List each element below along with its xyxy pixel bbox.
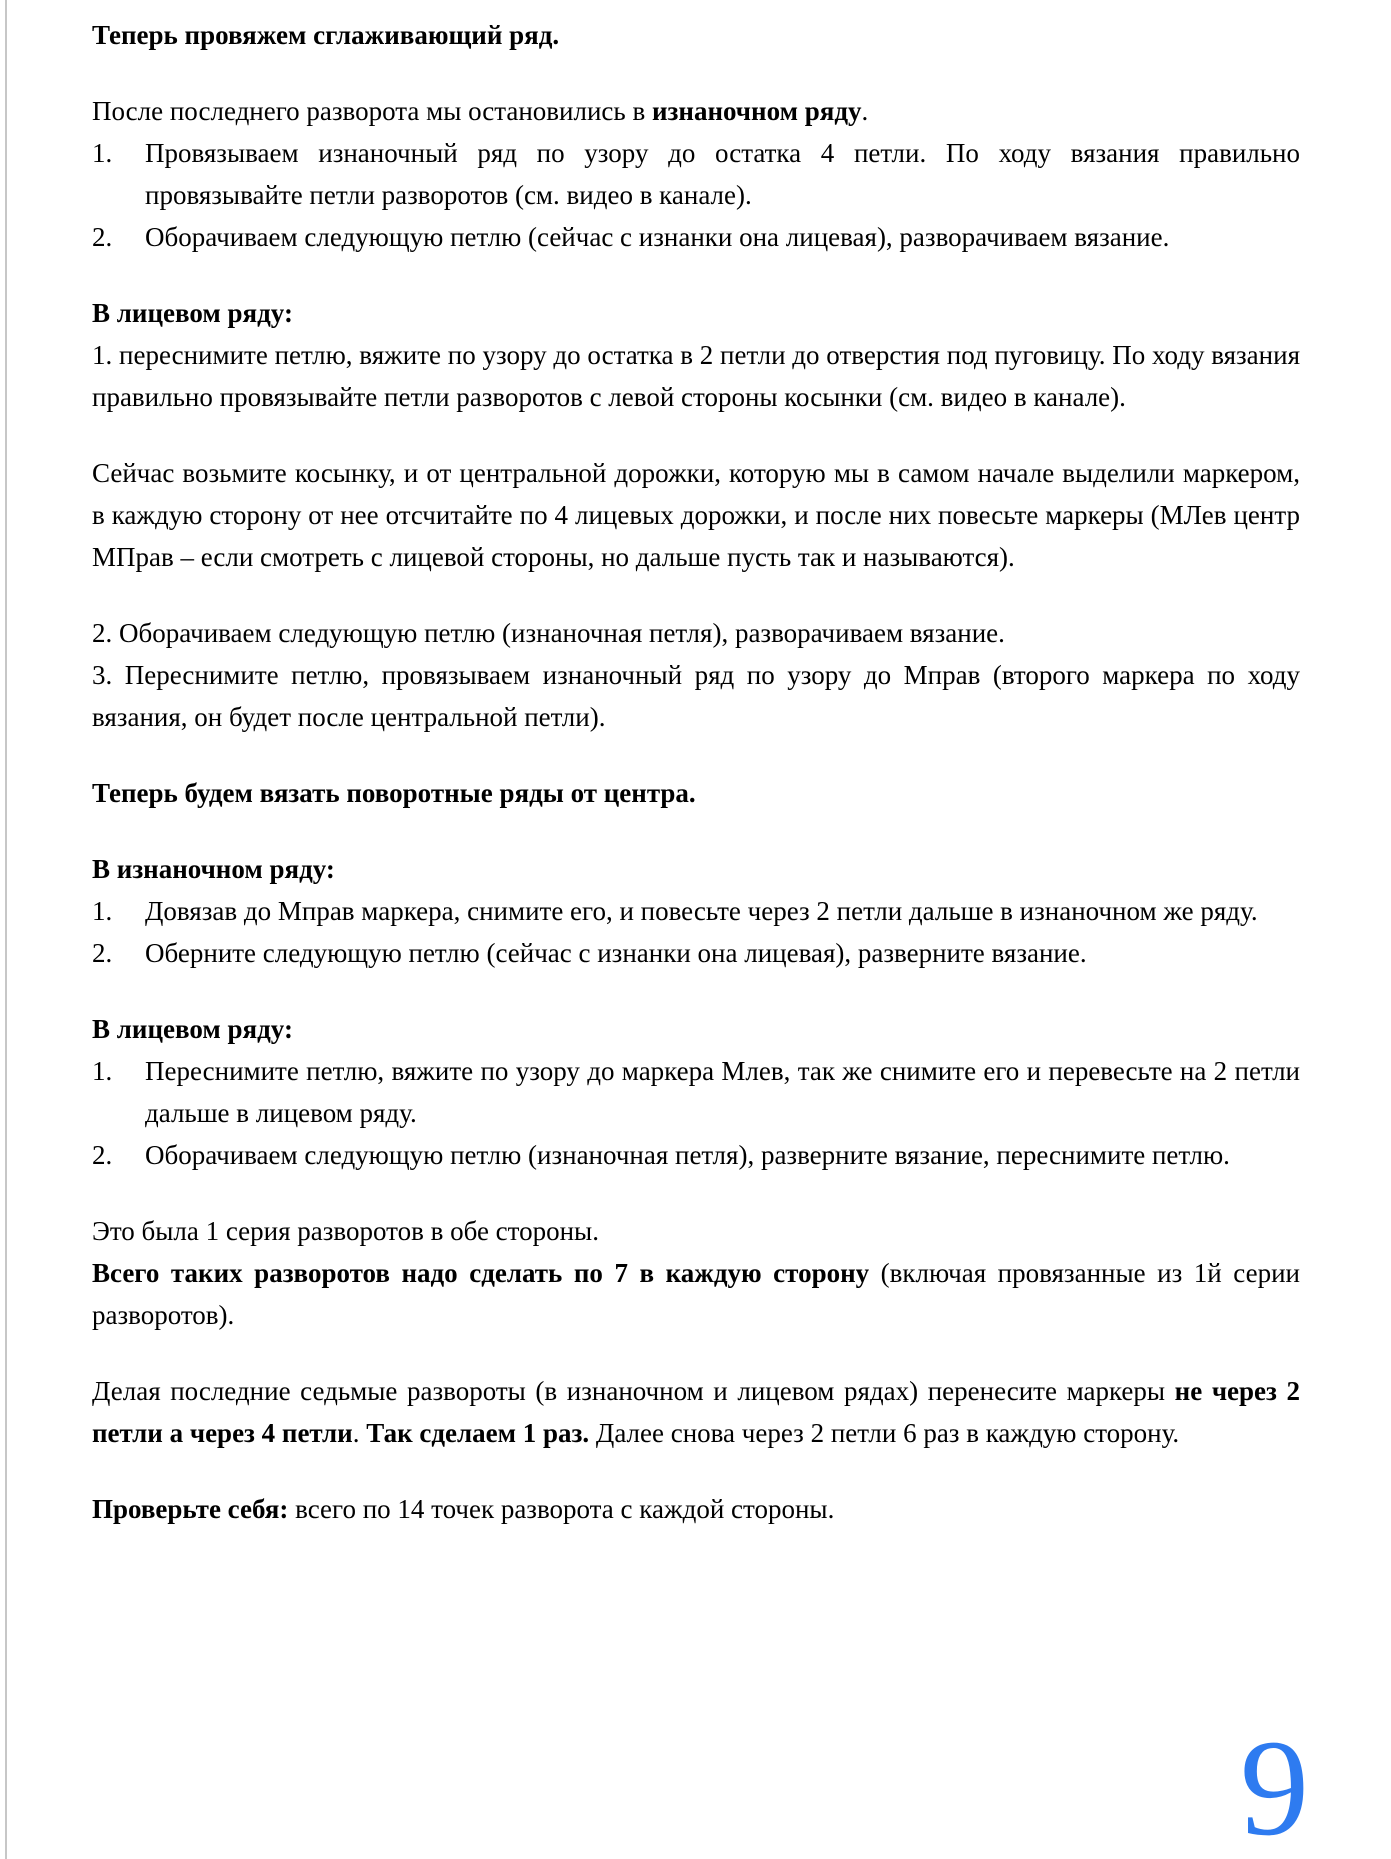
numbered-item xyxy=(92,1134,1300,1176)
paragraph: 3. Переснимите петлю, провязываем изнаночный ряд по узору до Мправ (второго маркера по ходу вязания, он будет после центральной петли). xyxy=(92,660,1300,732)
numbered-item xyxy=(92,890,1300,932)
page-number: 9 xyxy=(1240,1711,1309,1859)
list-item-text: Оборачиваем следующую петлю (сейчас с изнанки она лицевая), разворачиваем вязание. xyxy=(145,222,1170,252)
list-item-text: Провязываем изнаночный ряд по узору до остатка 4 петли. По ходу вязания правильно провязывайте петли разворотов (см. видео в канале). xyxy=(145,138,1300,210)
document-body xyxy=(92,14,1300,1530)
paragraph: 1. переснимите петлю, вяжите по узору до остатка в 2 петли до отверстия под пуговицу. По ходу вязания правильно провязывайте петли разворотов с левой стороны косынки (см. видео в канале). xyxy=(92,340,1300,412)
numbered-item xyxy=(92,932,1300,974)
paragraph: Делая последние седьмые развороты (в изнаночном и лицевом рядах) перенесите маркеры не через 2 петли а через 4 петли. Так сделаем 1 раз. Далее снова через 2 петли 6 раз в каждую сторону. xyxy=(92,1376,1300,1448)
list-number: 1. xyxy=(92,1056,113,1086)
list-number: 1. xyxy=(92,138,113,168)
list-number: 1. xyxy=(92,896,113,926)
list-item-text: Оберните следующую петлю (сейчас с изнанки она лицевая), разверните вязание. xyxy=(145,938,1087,968)
paragraph: Это была 1 серия разворотов в обе стороны. xyxy=(92,1216,599,1246)
list-item-text: Оборачиваем следующую петлю (изнаночная петля), разверните вязание, переснимите петлю. xyxy=(145,1140,1230,1170)
section-heading: В лицевом ряду: xyxy=(92,298,293,328)
paragraph: Проверьте себя: всего по 14 точек разворота с каждой стороны. xyxy=(92,1494,835,1524)
section-heading: Теперь провяжем сглаживающий ряд. xyxy=(92,20,560,50)
section-heading: Теперь будем вязать поворотные ряды от центра. xyxy=(92,778,696,808)
numbered-item xyxy=(92,1050,1300,1134)
list-number: 2. xyxy=(92,222,113,252)
section-heading: В лицевом ряду: xyxy=(92,1014,293,1044)
page-left-edge-line xyxy=(5,0,7,1859)
list-item-text: Довязав до Мправ маркера, снимите его, и повесьте через 2 петли дальше в изнаночном же ряду. xyxy=(145,896,1258,926)
numbered-item xyxy=(92,216,1300,258)
paragraph: После последнего разворота мы остановились в изнаночном ряду. xyxy=(92,96,869,126)
numbered-item xyxy=(92,132,1300,216)
section-heading: В изнаночном ряду: xyxy=(92,854,335,884)
paragraph: Всего таких разворотов надо сделать по 7 в каждую сторону (включая провязанные из 1й серии разворотов). xyxy=(92,1258,1300,1330)
paragraph: Сейчас возьмите косынку, и от центральной дорожки, которую мы в самом начале выделили маркером, в каждую сторону от нее отсчитайте по 4 лицевых дорожки, и после них повесьте маркеры (МЛев центр МПрав – если смотреть с лицевой стороны, но дальше пусть так и называются). xyxy=(92,458,1300,572)
list-item-text: Переснимите петлю, вяжите по узору до маркера Млев, так же снимите его и перевесьте на 2 петли дальше в лицевом ряду. xyxy=(145,1056,1300,1128)
list-number: 2. xyxy=(92,938,113,968)
paragraph: 2. Оборачиваем следующую петлю (изнаночная петля), разворачиваем вязание. xyxy=(92,618,1005,648)
list-number: 2. xyxy=(92,1140,113,1170)
